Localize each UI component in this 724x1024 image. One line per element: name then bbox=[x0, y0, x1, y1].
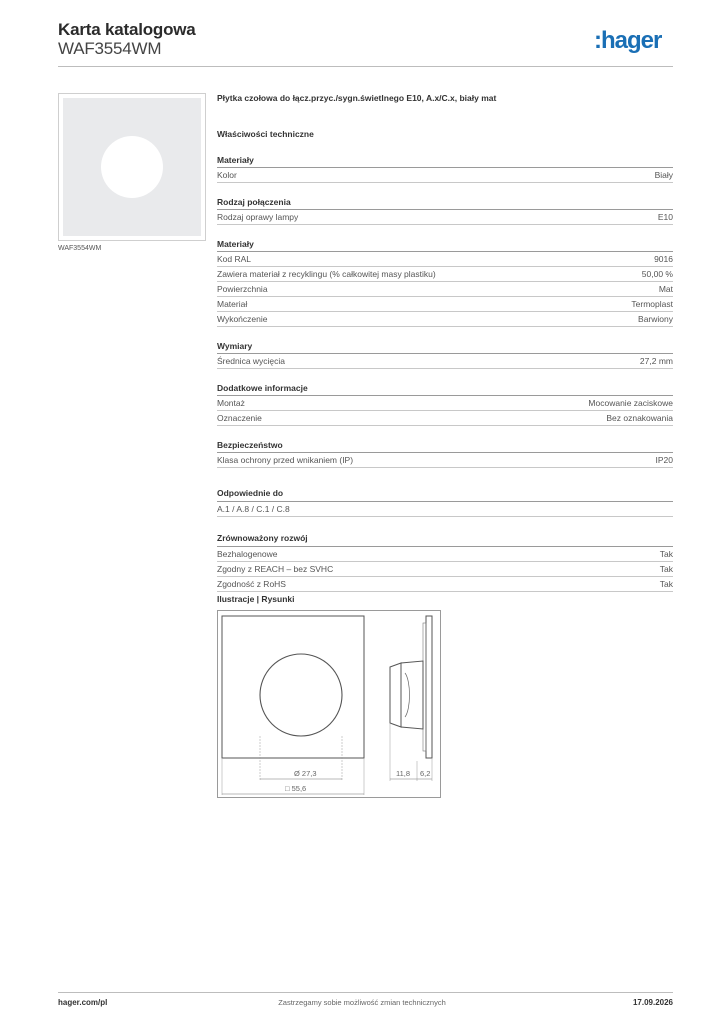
width-dimension-label: □ 55,6 bbox=[285, 784, 307, 793]
spec-row bbox=[217, 252, 673, 267]
header-divider bbox=[58, 66, 673, 67]
technical-drawing bbox=[217, 610, 441, 798]
sustainability-row bbox=[217, 547, 673, 562]
depth-dimension-label: 11,8 bbox=[396, 769, 411, 778]
spec-groups bbox=[217, 155, 673, 468]
sustainability-value: Tak bbox=[659, 549, 673, 559]
spec-group-title: Wymiary bbox=[217, 341, 673, 354]
thumbnail-caption: WAF3554WM bbox=[58, 245, 102, 252]
drawing-svg bbox=[218, 611, 440, 797]
spec-group bbox=[217, 341, 673, 369]
spec-group bbox=[217, 239, 673, 327]
spec-row bbox=[217, 297, 673, 312]
sustainability-label: Zgodny z REACH – bez SVHC bbox=[217, 564, 334, 574]
spec-row bbox=[217, 210, 673, 225]
spec-value: Mat bbox=[658, 284, 673, 294]
footer-disclaimer: Zastrzegamy sobie możliwość zmian technicznych bbox=[278, 998, 446, 1007]
spec-label: Klasa ochrony przed wnikaniem (IP) bbox=[217, 455, 354, 465]
side-plate bbox=[426, 616, 432, 758]
front-hole-outline bbox=[260, 654, 342, 736]
header-title: Karta katalogowa bbox=[58, 20, 196, 39]
front-plate-outline bbox=[222, 616, 364, 758]
product-thumbnail bbox=[58, 93, 206, 241]
spec-value: Barwiony bbox=[638, 314, 673, 324]
product-code: WAF3554WM bbox=[58, 39, 162, 58]
spec-label: Wykończenie bbox=[217, 314, 268, 324]
spec-group-title: Rodzaj połączenia bbox=[217, 197, 673, 210]
spec-value: 27,2 mm bbox=[639, 356, 673, 366]
spec-row bbox=[217, 396, 673, 411]
spec-group bbox=[217, 197, 673, 225]
spec-group-title: Bezpieczeństwo bbox=[217, 440, 673, 453]
spec-label: Powierzchnia bbox=[217, 284, 268, 294]
spec-value: Biały bbox=[654, 170, 673, 180]
spec-label: Montaż bbox=[217, 398, 245, 408]
sustainability-section bbox=[217, 533, 673, 592]
spec-value: IP20 bbox=[655, 455, 673, 465]
spec-value: E10 bbox=[657, 212, 673, 222]
sustainability-rows bbox=[217, 547, 673, 592]
spec-label: Rodzaj oprawy lampy bbox=[217, 212, 299, 222]
spec-row bbox=[217, 282, 673, 297]
suitable-value: A.1 / A.8 / C.1 / C.8 bbox=[217, 504, 290, 514]
spec-label: Kolor bbox=[217, 170, 237, 180]
sustainability-label: Bezhalogenowe bbox=[217, 549, 278, 559]
spec-row bbox=[217, 354, 673, 369]
spec-label: Średnica wycięcia bbox=[217, 356, 286, 366]
spec-label: Zawiera materiał z recyklingu (% całkowitej masy plastiku) bbox=[217, 269, 436, 279]
plate-image bbox=[63, 98, 201, 236]
sustainability-row bbox=[217, 562, 673, 577]
sustainability-label: Zgodność z RoHS bbox=[217, 579, 286, 589]
spec-label: Oznaczenie bbox=[217, 413, 262, 423]
spec-value: 50,00 % bbox=[641, 269, 673, 279]
side-body bbox=[390, 663, 401, 727]
thickness-dimension-label: 6,2 bbox=[420, 769, 431, 778]
spec-row bbox=[217, 453, 673, 468]
spec-value: Termoplast bbox=[631, 299, 673, 309]
footer-date: 17.09.2026 bbox=[632, 998, 673, 1007]
spec-row bbox=[217, 168, 673, 183]
spec-value: Bez oznakowania bbox=[606, 413, 673, 423]
sustainability-value: Tak bbox=[659, 579, 673, 589]
spec-row bbox=[217, 267, 673, 282]
plate-hole bbox=[101, 136, 163, 198]
suitable-row bbox=[217, 502, 673, 517]
sustainability-row bbox=[217, 577, 673, 592]
footer-divider bbox=[58, 992, 673, 993]
suitable-title: Odpowiednie do bbox=[217, 488, 673, 502]
spec-group-title: Dodatkowe informacje bbox=[217, 383, 673, 396]
product-description: Płytka czołowa do łącz.przyc./sygn.świetlnego E10, A.x/C.x, biały mat bbox=[217, 93, 497, 103]
spec-group-title: Materiały bbox=[217, 155, 673, 168]
suitable-section bbox=[217, 488, 673, 517]
spec-group bbox=[217, 440, 673, 468]
spec-group-title: Materiały bbox=[217, 239, 673, 252]
footer-website[interactable]: hager.com/pl bbox=[58, 998, 108, 1007]
hole-dimension-label: Ø 27,3 bbox=[294, 769, 317, 778]
spec-label: Materiał bbox=[217, 299, 248, 309]
spec-row bbox=[217, 312, 673, 327]
spec-row bbox=[217, 411, 673, 426]
hager-logo: :hager bbox=[594, 27, 662, 54]
spec-label: Kod RAL bbox=[217, 254, 252, 264]
spec-group bbox=[217, 383, 673, 426]
tech-heading: Właściwości techniczne bbox=[217, 129, 314, 139]
spec-value: Mocowanie zaciskowe bbox=[588, 398, 673, 408]
spec-value: 9016 bbox=[654, 254, 673, 264]
illustrations-title: Ilustracje | Rysunki bbox=[217, 594, 295, 604]
spec-content bbox=[217, 93, 673, 592]
spec-group bbox=[217, 155, 673, 183]
sustainability-title: Zrównoważony rozwój bbox=[217, 533, 673, 547]
sustainability-value: Tak bbox=[659, 564, 673, 574]
